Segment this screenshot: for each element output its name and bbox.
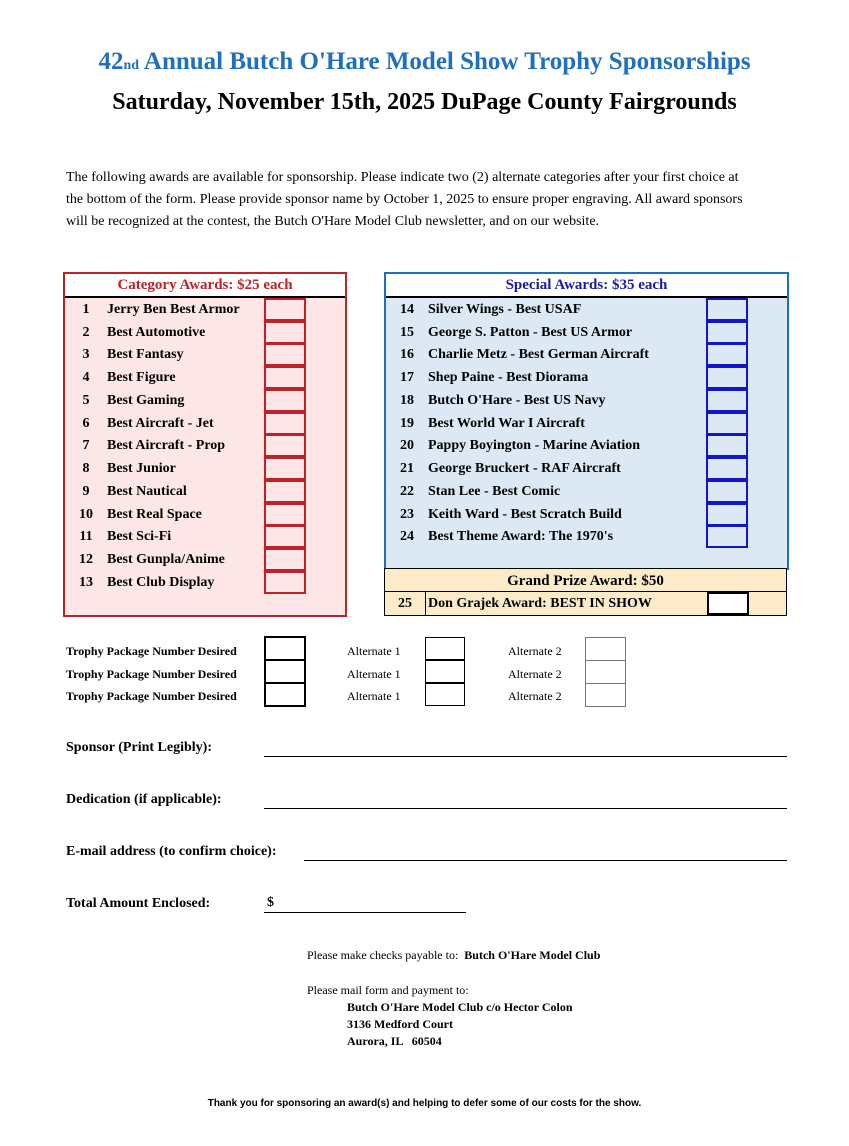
award-checkbox[interactable]	[706, 434, 748, 457]
category-awards-header: Category Awards: $25 each	[65, 274, 345, 298]
award-number: 19	[400, 416, 414, 431]
award-name: Shep Paine - Best Diorama	[428, 370, 589, 385]
dedication-label: Dedication (if applicable):	[66, 792, 222, 807]
award-name: Best Gaming	[107, 393, 185, 408]
mail-label: Please mail form and payment to:	[307, 983, 469, 997]
award-name: Best Real Space	[107, 507, 202, 522]
award-name: Best Gunpla/Anime	[107, 552, 225, 567]
award-name: Best Sci-Fi	[107, 529, 172, 544]
award-checkbox[interactable]	[706, 321, 748, 344]
award-name: Pappy Boyington - Marine Aviation	[428, 438, 641, 453]
award-number: 3	[82, 347, 90, 362]
award-number: 16	[400, 347, 414, 362]
sponsor-field[interactable]	[264, 756, 787, 757]
award-number: 1	[82, 302, 90, 317]
award-name: Best Junior	[107, 461, 176, 476]
award-name: Best Figure	[107, 370, 176, 385]
alternate-1-input[interactable]	[425, 660, 465, 683]
award-name: Best Theme Award: The 1970's	[428, 529, 614, 544]
award-number: 21	[400, 461, 414, 476]
trophy-choice-input[interactable]	[264, 636, 306, 661]
page-title	[0, 48, 849, 76]
award-checkbox[interactable]	[264, 343, 306, 366]
alternate-1-label: Alternate 1	[347, 689, 401, 703]
award-checkbox[interactable]	[706, 525, 748, 548]
address-line-2: 3136 Medford Court	[347, 1017, 453, 1031]
award-number: 22	[400, 484, 414, 499]
award-name: Best World War I Aircraft	[428, 416, 585, 431]
award-number: 25	[385, 592, 426, 615]
award-number: 17	[400, 370, 414, 385]
award-checkbox[interactable]	[264, 321, 306, 344]
award-checkbox[interactable]	[264, 503, 306, 526]
award-name: Charlie Metz - Best German Aircraft	[428, 347, 649, 362]
award-number: 7	[82, 438, 90, 453]
award-checkbox[interactable]	[264, 571, 306, 594]
special-awards-panel	[384, 272, 789, 570]
intro-paragraph: The following awards are available for sponsorship. Please indicate two (2) alternate categories after your first choice at the bottom of the form. Please provide sponsor name by October 1, 2025 to ensure proper engraving. All award sponsors will be recognized at the contest, the Butch O'Hare Model Club newsletter, and on our website.	[66, 170, 743, 229]
award-number: 20	[400, 438, 414, 453]
grand-prize-panel	[384, 568, 787, 616]
award-checkbox[interactable]	[264, 366, 306, 389]
award-checkbox[interactable]	[706, 457, 748, 480]
award-number: 8	[82, 461, 90, 476]
title-ordinal: nd	[123, 58, 140, 73]
award-checkbox[interactable]	[706, 343, 748, 366]
award-number: 23	[400, 507, 414, 522]
award-name: Don Grajek Award: BEST IN SHOW	[428, 596, 652, 611]
address-line-3: Aurora, IL 60504	[347, 1034, 442, 1048]
alternate-2-label: Alternate 2	[508, 689, 562, 703]
sponsor-label: Sponsor (Print Legibly):	[66, 740, 212, 755]
trophy-choice-input[interactable]	[264, 659, 306, 684]
dedication-field[interactable]	[264, 808, 787, 809]
award-name: Keith Ward - Best Scratch Build	[428, 507, 622, 522]
trophy-package-label: Trophy Package Number Desired	[66, 667, 237, 681]
award-checkbox[interactable]	[264, 389, 306, 412]
award-number: 2	[82, 325, 90, 340]
award-name: Stan Lee - Best Comic	[428, 484, 561, 499]
award-number: 6	[82, 416, 90, 431]
award-name: Best Aircraft - Prop	[107, 438, 226, 453]
total-label: Total Amount Enclosed:	[66, 896, 211, 911]
award-name: George S. Patton - Best US Armor	[428, 325, 633, 340]
award-number: 10	[79, 507, 93, 522]
award-name: Jerry Ben Best Armor	[107, 302, 240, 317]
footer-thanks: Thank you for sponsoring an award(s) and helping to defer some of our costs for the show.	[207, 1098, 642, 1109]
alternate-2-input[interactable]	[585, 637, 626, 661]
award-checkbox[interactable]	[706, 298, 748, 321]
award-checkbox[interactable]	[264, 548, 306, 571]
award-checkbox[interactable]	[706, 389, 748, 412]
award-name: Best Automotive	[107, 325, 206, 340]
award-checkbox[interactable]	[706, 503, 748, 526]
checks-label: Please make checks payable to:	[307, 948, 459, 962]
award-checkbox[interactable]	[264, 412, 306, 435]
award-name: Best Fantasy	[107, 347, 184, 362]
award-name: Best Nautical	[107, 484, 187, 499]
trophy-choice-input[interactable]	[264, 682, 306, 707]
award-number: 15	[400, 325, 414, 340]
award-number: 11	[79, 529, 93, 544]
checks-payable-line	[307, 948, 600, 963]
alternate-1-input[interactable]	[425, 683, 465, 706]
award-number: 18	[400, 393, 414, 408]
special-awards-header: Special Awards: $35 each	[386, 274, 787, 298]
award-number: 13	[79, 575, 93, 590]
title-number: 42	[98, 48, 124, 75]
page-subtitle: Saturday, November 15th, 2025 DuPage County Fairgrounds	[112, 89, 737, 115]
award-checkbox[interactable]	[706, 366, 748, 389]
alternate-1-label: Alternate 1	[347, 644, 401, 658]
award-name: Silver Wings - Best USAF	[428, 302, 582, 317]
alternate-2-input[interactable]	[585, 660, 626, 684]
award-checkbox[interactable]	[706, 412, 748, 435]
divider	[747, 592, 748, 615]
alternate-2-input[interactable]	[585, 683, 626, 707]
category-awards-panel	[63, 272, 347, 617]
award-number: 5	[82, 393, 90, 408]
dollar-sign: $	[267, 895, 274, 910]
grand-prize-checkbox[interactable]	[707, 592, 749, 615]
award-name: Butch O'Hare - Best US Navy	[428, 393, 606, 408]
award-number: 9	[82, 484, 90, 499]
total-field[interactable]	[264, 912, 466, 913]
award-checkbox[interactable]	[264, 298, 306, 321]
alternate-1-input[interactable]	[425, 637, 465, 660]
alternate-1-label: Alternate 1	[347, 667, 401, 681]
award-name: Best Aircraft - Jet	[107, 416, 214, 431]
award-number: 24	[400, 529, 414, 544]
award-checkbox[interactable]	[264, 434, 306, 457]
email-field[interactable]	[304, 860, 787, 861]
email-label: E-mail address (to confirm choice):	[66, 844, 277, 859]
alternate-2-label: Alternate 2	[508, 667, 562, 681]
address-line-1: Butch O'Hare Model Club c/o Hector Colon	[347, 1000, 573, 1014]
award-name: George Bruckert - RAF Aircraft	[428, 461, 621, 476]
trophy-package-label: Trophy Package Number Desired	[66, 689, 237, 703]
trophy-package-label: Trophy Package Number Desired	[66, 644, 237, 658]
award-number: 14	[400, 302, 414, 317]
alternate-2-label: Alternate 2	[508, 644, 562, 658]
award-checkbox[interactable]	[264, 480, 306, 503]
grand-prize-header: Grand Prize Award: $50	[385, 569, 786, 592]
award-number: 12	[79, 552, 93, 567]
award-checkbox[interactable]	[264, 457, 306, 480]
checks-payee: Butch O'Hare Model Club	[464, 948, 601, 962]
award-checkbox[interactable]	[264, 525, 306, 548]
award-name: Best Club Display	[107, 575, 215, 590]
title-rest: Annual Butch O'Hare Model Show Trophy Sponsorships	[139, 48, 751, 75]
award-checkbox[interactable]	[706, 480, 748, 503]
award-number: 4	[82, 370, 90, 385]
